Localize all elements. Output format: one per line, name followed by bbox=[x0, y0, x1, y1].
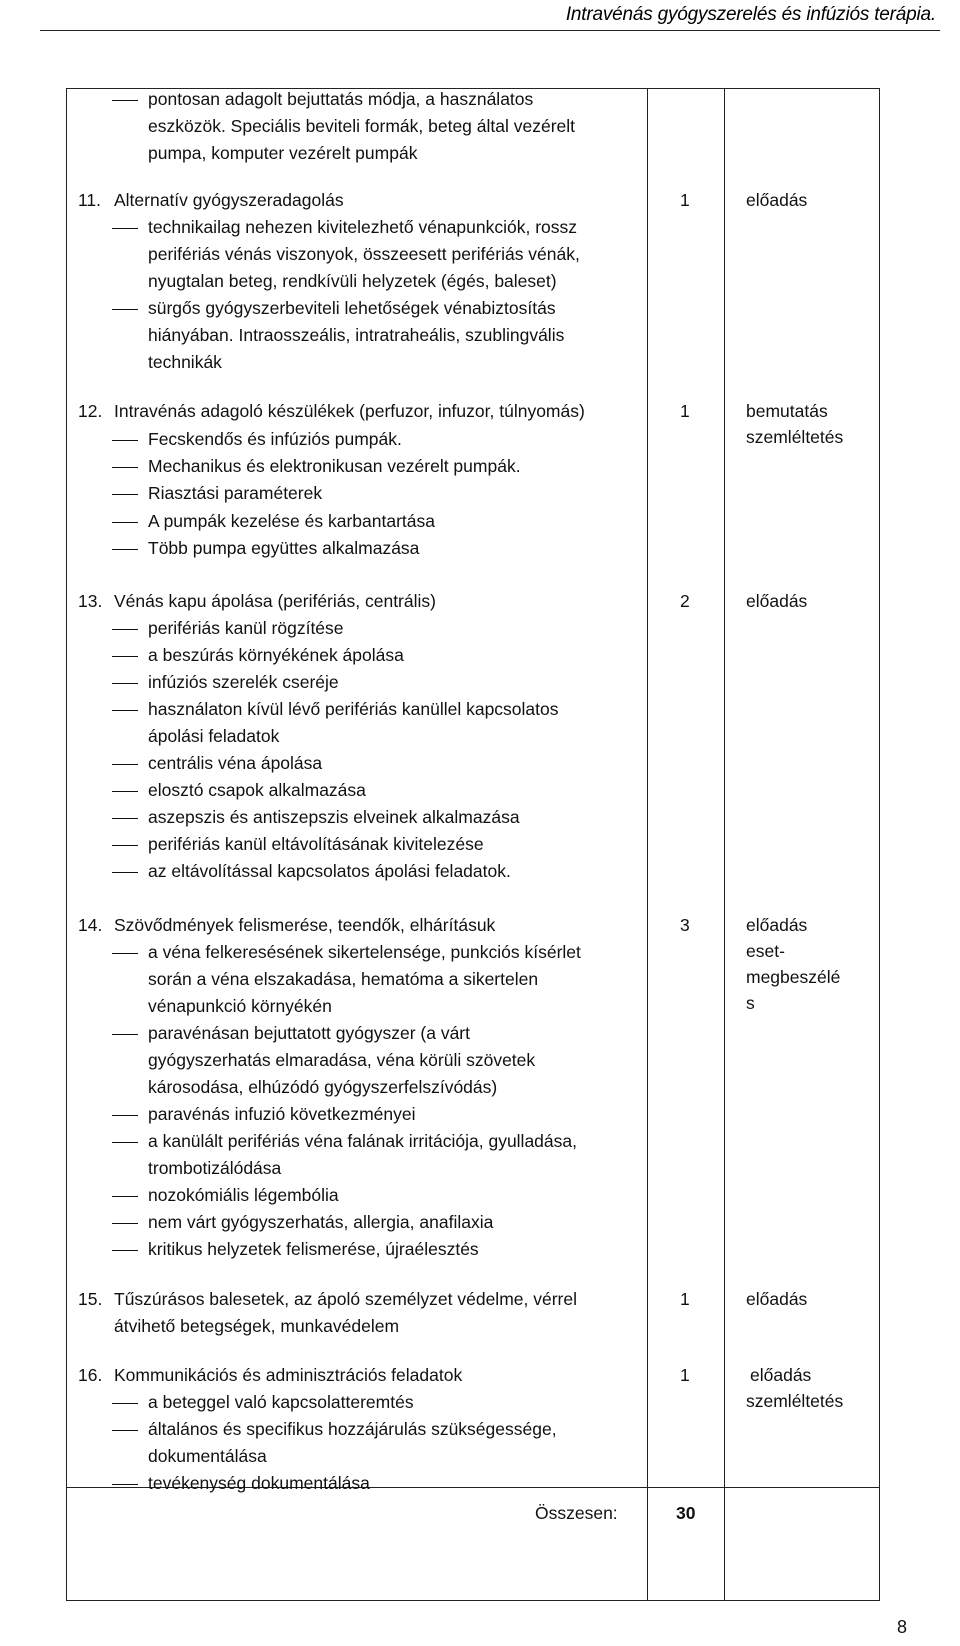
list-item: A pumpák kezelése és karbantartása bbox=[148, 511, 435, 531]
bullet-dash bbox=[112, 845, 138, 846]
section-title: Tűszúrásos balesetek, az ápoló személyzet védelme, vérrel bbox=[114, 1289, 577, 1309]
bullet-dash bbox=[112, 710, 138, 711]
bullet-dash bbox=[112, 494, 138, 495]
total-value: 30 bbox=[676, 1503, 696, 1523]
list-item: infúziós szerelék cseréje bbox=[148, 672, 339, 692]
column-divider-2 bbox=[724, 89, 725, 1600]
section-number: 12. bbox=[78, 401, 103, 421]
teaching-method: szemléltetés bbox=[746, 427, 844, 447]
bullet-dash bbox=[112, 309, 138, 310]
hour-count: 1 bbox=[680, 1365, 690, 1385]
teaching-method: szemléltetés bbox=[746, 1391, 844, 1411]
bullet-dash bbox=[112, 522, 138, 523]
list-item: a beteggel való kapcsolatteremtés bbox=[148, 1392, 414, 1412]
list-item: aszepszis és antiszepszis elveinek alkalmazása bbox=[148, 807, 520, 827]
page-number: 8 bbox=[897, 1617, 908, 1637]
section-title: Alternatív gyógyszeradagolás bbox=[114, 190, 344, 210]
bullet-dash bbox=[112, 1403, 138, 1404]
list-item: Fecskendős és infúziós pumpák. bbox=[148, 429, 402, 449]
bullet-dash bbox=[112, 1430, 138, 1431]
list-item: paravénásan bejuttatott gyógyszer (a várt bbox=[148, 1023, 470, 1043]
list-item: paravénás infuzió következményei bbox=[148, 1104, 416, 1124]
column-divider-1 bbox=[647, 89, 648, 1600]
bullet-dash bbox=[112, 656, 138, 657]
list-item: hiányában. Intraosszeális, intratraheális, szublingvális bbox=[148, 325, 565, 345]
bullet-dash bbox=[112, 549, 138, 550]
total-label: Összesen: bbox=[535, 1503, 618, 1523]
bullet-dash bbox=[112, 764, 138, 765]
teaching-method: előadás bbox=[746, 190, 808, 210]
list-item: technikailag nehezen kivitelezhető vénapunkciók, rossz bbox=[148, 217, 578, 237]
teaching-method: előadás bbox=[750, 1365, 812, 1385]
bullet-dash bbox=[112, 791, 138, 792]
section-title: Kommunikációs és adminisztrációs feladatok bbox=[114, 1365, 463, 1385]
list-item: ápolási feladatok bbox=[148, 726, 280, 746]
teaching-method: s bbox=[746, 993, 755, 1013]
teaching-method: eset- bbox=[746, 941, 785, 961]
list-item: nozokómiális légembólia bbox=[148, 1185, 339, 1205]
list-item: elosztó csapok alkalmazása bbox=[148, 780, 366, 800]
bullet-dash bbox=[112, 683, 138, 684]
list-item: centrális véna ápolása bbox=[148, 753, 323, 773]
list-item: perifériás kanül eltávolításának kivitelezése bbox=[148, 834, 484, 854]
hour-count: 2 bbox=[680, 591, 690, 611]
section-number: 13. bbox=[78, 591, 103, 611]
teaching-method: megbeszélé bbox=[746, 967, 841, 987]
list-item: általános és specifikus hozzájárulás szükségessége, bbox=[148, 1419, 557, 1439]
document-title: Intravénás gyógyszerelés és infúziós terápia. bbox=[565, 4, 936, 25]
bullet-dash bbox=[112, 629, 138, 630]
bullet-dash bbox=[112, 953, 138, 954]
teaching-method: előadás bbox=[746, 591, 808, 611]
section-number: 15. bbox=[78, 1289, 103, 1309]
hour-count: 1 bbox=[680, 190, 690, 210]
list-item: pumpa, komputer vezérelt pumpák bbox=[148, 143, 418, 163]
section-number: 16. bbox=[78, 1365, 103, 1385]
page-header bbox=[40, 0, 940, 31]
list-item: Több pumpa együttes alkalmazása bbox=[148, 538, 420, 558]
hour-count: 1 bbox=[680, 1289, 690, 1309]
list-item: használaton kívül lévő perifériás kanüllel kapcsolatos bbox=[148, 699, 559, 719]
bullet-dash bbox=[112, 872, 138, 873]
list-item: Mechanikus és elektronikusan vezérelt pumpák. bbox=[148, 456, 521, 476]
list-item: átvihető betegségek, munkavédelem bbox=[114, 1316, 400, 1336]
bullet-dash bbox=[112, 1223, 138, 1224]
list-item: gyógyszerhatás elmaradása, véna körüli szövetek bbox=[148, 1050, 536, 1070]
bullet-dash bbox=[112, 467, 138, 468]
bullet-dash bbox=[112, 1034, 138, 1035]
section-number: 11. bbox=[78, 190, 102, 210]
list-item: vénapunkció környékén bbox=[148, 996, 332, 1016]
bullet-dash bbox=[112, 1115, 138, 1116]
section-title: Szövődmények felismerése, teendők, elhárításuk bbox=[114, 915, 496, 935]
list-item: nem várt gyógyszerhatás, allergia, anafilaxia bbox=[148, 1212, 494, 1232]
list-item: sürgős gyógyszerbeviteli lehetőségek vénabiztosítás bbox=[148, 298, 556, 318]
list-item: tevékenység dokumentálása bbox=[148, 1473, 370, 1493]
bullet-dash bbox=[112, 440, 138, 441]
list-item: pontosan adagolt bejuttatás módja, a használatos bbox=[148, 89, 534, 109]
teaching-method: bemutatás bbox=[746, 401, 828, 421]
section-title: Vénás kapu ápolása (perifériás, centrális) bbox=[114, 591, 436, 611]
list-item: az eltávolítással kapcsolatos ápolási feladatok. bbox=[148, 861, 511, 881]
teaching-method: előadás bbox=[746, 1289, 808, 1309]
bullet-dash bbox=[112, 1250, 138, 1251]
list-item: a beszúrás környékének ápolása bbox=[148, 645, 404, 665]
list-item: trombotizálódása bbox=[148, 1158, 282, 1178]
list-item: Riasztási paraméterek bbox=[148, 483, 323, 503]
list-item: eszközök. Speciális beviteli formák, beteg által vezérelt bbox=[148, 116, 576, 136]
section-title: Intravénás adagoló készülékek (perfuzor, infuzor, túlnyomás) bbox=[114, 401, 585, 421]
list-item: perifériás kanül rögzítése bbox=[148, 618, 344, 638]
bullet-dash bbox=[112, 818, 138, 819]
bullet-dash bbox=[112, 1142, 138, 1143]
list-item: nyugtalan beteg, rendkívüli helyzetek (égés, baleset) bbox=[148, 271, 557, 291]
teaching-method: előadás bbox=[746, 915, 808, 935]
list-item: károsodása, elhúzódó gyógyszerfelszívódás) bbox=[148, 1077, 498, 1097]
list-item: során a véna elszakadása, hematóma a sikertelen bbox=[148, 969, 539, 989]
hour-count: 3 bbox=[680, 915, 690, 935]
bullet-dash bbox=[112, 1484, 138, 1485]
hour-count: 1 bbox=[680, 401, 690, 421]
list-item: a véna felkeresésének sikertelensége, punkciós kísérlet bbox=[148, 942, 581, 962]
list-item: perifériás vénás viszonyok, összeesett perifériás vénák, bbox=[148, 244, 580, 264]
bullet-dash bbox=[112, 228, 138, 229]
list-item: technikák bbox=[148, 352, 222, 372]
bullet-dash bbox=[112, 100, 138, 101]
list-item: a kanülált perifériás véna falának irritációja, gyulladása, bbox=[148, 1131, 577, 1151]
bullet-dash bbox=[112, 1196, 138, 1197]
list-item: dokumentálása bbox=[148, 1446, 267, 1466]
section-number: 14. bbox=[78, 915, 103, 935]
list-item: kritikus helyzetek felismerése, újraélesztés bbox=[148, 1239, 479, 1259]
